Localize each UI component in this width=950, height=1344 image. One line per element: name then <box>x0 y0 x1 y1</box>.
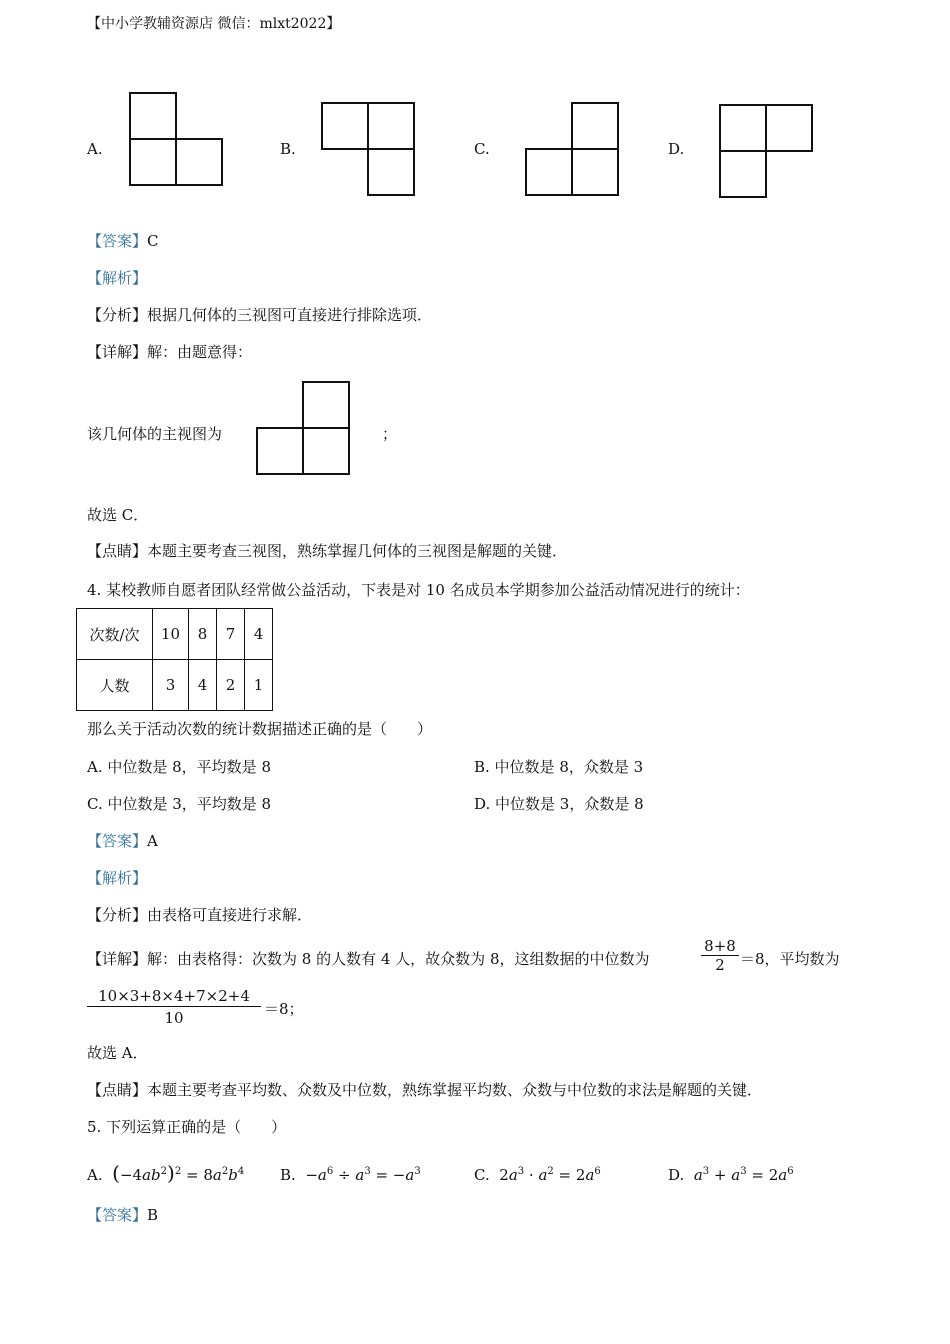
detail-text: 解：由题意得： <box>147 343 253 361</box>
q3-analysis-tag: 【解析】 <box>87 269 148 287</box>
q5-option-c <box>474 1162 601 1185</box>
cube-square <box>129 92 177 140</box>
cube-square <box>256 427 304 475</box>
cube-square <box>765 104 813 152</box>
table-header-cell: 人数 <box>77 660 153 711</box>
table-cell: 2 <box>217 660 245 711</box>
q4-detail <box>87 949 650 969</box>
q3-main-view-text: 该几何体的主视图为 <box>87 425 223 443</box>
fenxi-tag: 【分析】 <box>87 906 148 924</box>
q4-stem: 4. 某校教师自愿者团队经常做公益活动，下表是对 10 名成员本学期参加公益活动情况进行的统计： <box>87 581 750 599</box>
answer-value: A <box>147 832 158 850</box>
cube-square <box>129 138 177 186</box>
cube-square <box>175 138 223 186</box>
option-label: D. <box>668 1166 685 1184</box>
cube-square <box>719 104 767 152</box>
cube-square <box>525 148 573 196</box>
q5-option-a <box>87 1162 244 1185</box>
q4-analysis-tag: 【解析】 <box>87 869 148 887</box>
mean-result: ＝8； <box>264 1000 304 1018</box>
cube-square <box>321 102 369 150</box>
formula: $(-4ab^2)^2 = 8a^2b^4$ <box>112 1161 245 1185</box>
mean-fraction <box>87 986 261 1029</box>
table-header-cell: 次数/次 <box>77 609 153 660</box>
option-a-label: A. <box>87 140 103 158</box>
q3-semicolon: ； <box>382 425 398 443</box>
formula: $a^3 + a^3 = 2a^6$ <box>693 1166 794 1184</box>
q4-fenxi <box>87 905 312 925</box>
comment-tag: 【点睛】 <box>87 1081 148 1099</box>
table-cell: 8 <box>189 609 217 660</box>
fenxi-text: 根据几何体的三视图可直接进行排除选项． <box>147 306 433 324</box>
q5-answer <box>87 1205 158 1225</box>
answer-tag: 【答案】 <box>87 832 148 850</box>
option-label: C. <box>474 1166 490 1184</box>
option-label: B. <box>280 1166 296 1184</box>
q3-detail <box>87 342 252 362</box>
detail-tag: 【详解】 <box>87 950 148 968</box>
median-fraction <box>701 937 739 974</box>
q5-stem: 5. 下列运算正确的是（ ） <box>87 1118 287 1136</box>
formula: $2a^3 \cdot a^2 = 2a^6$ <box>494 1166 601 1184</box>
q4-answer <box>87 831 158 851</box>
answer-tag: 【答案】 <box>87 232 148 250</box>
detail-text: 解：由表格得：次数为 8 的人数有 4 人，故众数为 8，这组数据的中位数为 <box>147 950 650 968</box>
header-watermark: 【中小学教辅资源店 微信：mlxt2022】 <box>87 16 341 32</box>
answer-value: B <box>147 1206 159 1224</box>
stats-table <box>76 608 273 711</box>
cube-square <box>719 150 767 198</box>
answer-tag: 【答案】 <box>87 1206 148 1224</box>
q5-option-b <box>280 1162 421 1185</box>
q4-conclusion: 故选 A． <box>87 1044 148 1062</box>
fraction-numerator: 8+8 <box>704 937 736 955</box>
detail-tag: 【详解】 <box>87 343 148 361</box>
table-row <box>77 660 273 711</box>
q4-question: 那么关于活动次数的统计数据描述正确的是（ ） <box>87 720 433 738</box>
q3-conclusion: 故选 C． <box>87 506 149 524</box>
cube-square <box>302 427 350 475</box>
table-cell: 7 <box>217 609 245 660</box>
cube-square <box>571 148 619 196</box>
table-cell: 3 <box>153 660 189 711</box>
table-cell: 10 <box>153 609 189 660</box>
q5-option-d <box>668 1162 794 1185</box>
table-cell: 4 <box>245 609 273 660</box>
comment-tag: 【点睛】 <box>87 542 148 560</box>
table-cell: 4 <box>189 660 217 711</box>
median-result: ＝8，平均数为 <box>740 950 840 968</box>
option-label: A. <box>87 1166 103 1184</box>
comment-text: 本题主要考查三视图，熟练掌握几何体的三视图是解题的关键． <box>147 542 568 560</box>
comment-text: 本题主要考查平均数、众数及中位数，熟练掌握平均数、众数与中位数的求法是解题的关键． <box>147 1081 763 1099</box>
fraction-denominator: 10 <box>87 1006 261 1029</box>
cube-square <box>302 381 350 429</box>
cube-square <box>367 102 415 150</box>
q3-fenxi <box>87 305 432 325</box>
q4-option-b: B. 中位数是 8，众数是 3 <box>474 758 644 776</box>
fraction-numerator: 10×3+8×4+7×2+4 <box>98 987 250 1005</box>
cube-square <box>571 102 619 150</box>
fraction-denominator: 2 <box>701 955 739 974</box>
option-b-label: B. <box>280 140 296 158</box>
q4-comment <box>87 1080 762 1100</box>
answer-value: C <box>147 232 159 250</box>
q4-option-a: A. 中位数是 8，平均数是 8 <box>87 758 271 776</box>
option-d-label: D. <box>668 140 685 158</box>
q4-option-d: D. 中位数是 3，众数是 8 <box>474 795 644 813</box>
table-cell: 1 <box>245 660 273 711</box>
q3-answer <box>87 231 159 251</box>
q4-option-c: C. 中位数是 3，平均数是 8 <box>87 795 272 813</box>
fenxi-tag: 【分析】 <box>87 306 148 324</box>
cube-square <box>367 148 415 196</box>
formula: $-a^6 \div a^3 = -a^3$ <box>300 1166 421 1184</box>
option-c-label: C. <box>474 140 490 158</box>
q3-comment <box>87 541 567 561</box>
fenxi-text: 由表格可直接进行求解． <box>147 906 313 924</box>
table-row <box>77 609 273 660</box>
